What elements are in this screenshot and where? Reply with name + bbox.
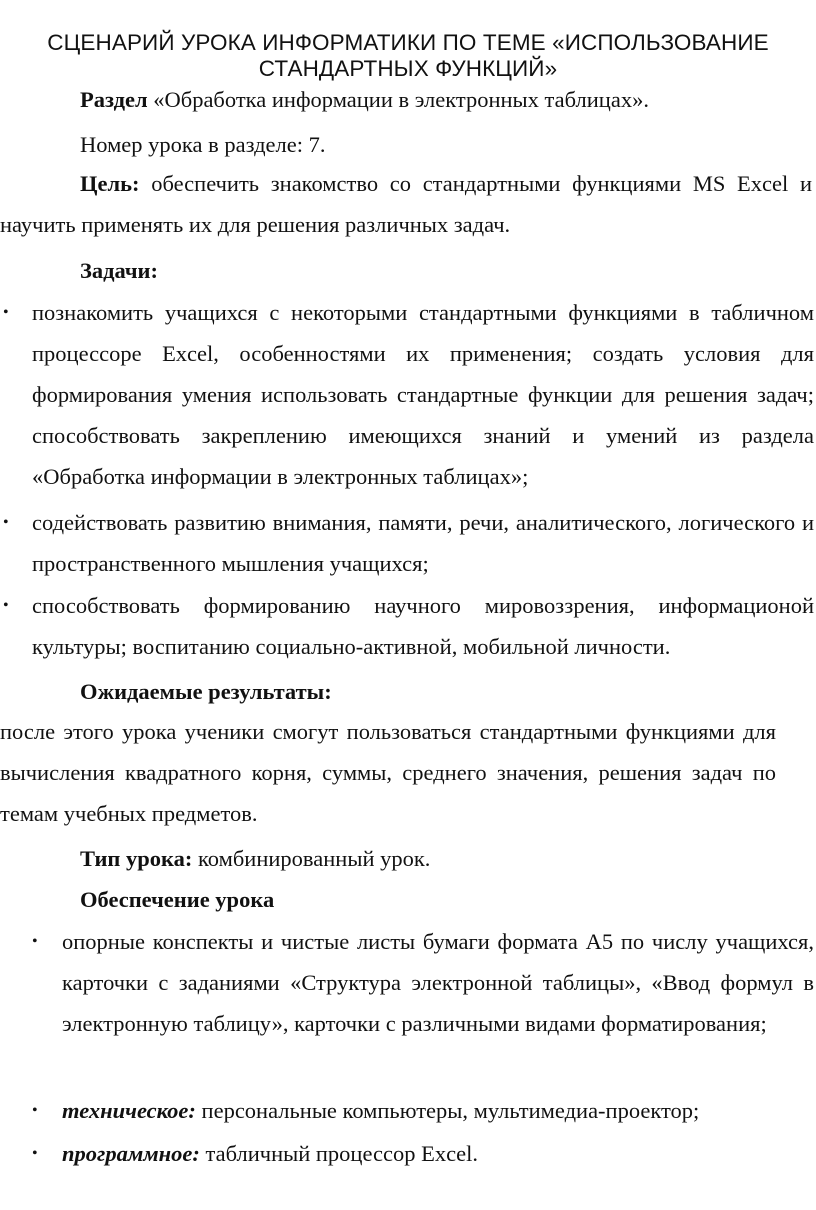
results-text: после этого урока ученики смогут пользоваться стандартными функциями для вычисления квадратного корня, суммы, среднего значения, решения задач по темам учебных предметов.	[0, 719, 776, 826]
lesson-type-value: комбинированный урок.	[192, 846, 431, 871]
provision-item-2-label: техническое:	[62, 1098, 196, 1123]
task-item-3: способствовать формированию научного мировоззрения, информационой культуры; воспитанию социально-активной, мобильной личности.	[32, 593, 814, 659]
lesson-type-paragraph	[80, 838, 800, 879]
document-title	[0, 30, 816, 82]
bullet-icon: •	[32, 1145, 38, 1162]
tasks-heading-text: Задачи:	[80, 258, 159, 283]
section-value: «Обработка информации в электронных таблицах».	[147, 87, 649, 112]
goal-label: Цель:	[80, 171, 140, 196]
provision-item-3	[62, 1133, 814, 1174]
provision-heading	[80, 879, 800, 920]
goal-paragraph	[0, 163, 812, 245]
bullet-icon: •	[3, 597, 9, 614]
bullet-icon: •	[32, 1102, 38, 1119]
provision-item-2-text: персональные компьютеры, мультимедиа-проектор;	[195, 1098, 700, 1123]
bullet-icon: •	[3, 514, 9, 531]
lesson-number: Номер урока в разделе: 7.	[80, 132, 326, 157]
section-paragraph	[80, 79, 800, 120]
provision-item-2	[62, 1090, 814, 1131]
provision-item-3-text: табличный процессор Excel.	[199, 1141, 478, 1166]
results-heading	[80, 671, 800, 712]
task-item-2: содействовать развитию внимания, памяти, речи, аналитического, логического и пространственного мышления учащихся;	[32, 510, 814, 576]
title-line-1: СЦЕНАРИЙ УРОКА ИНФОРМАТИКИ ПО ТЕМЕ «ИСПОЛЬЗОВАНИЕ	[47, 30, 769, 55]
bullet-icon: •	[32, 933, 38, 950]
goal-value: обеспечить знакомство со стандартными функциями MS Excel и научить применять их для решения различных задач.	[0, 171, 812, 237]
tasks-heading	[80, 250, 800, 291]
provision-heading-text: Обеспечение урока	[80, 887, 275, 912]
task-item-1: познакомить учащихся с некоторыми стандартными функциями в табличном процессоре Excel, особенностями их применения; создать условия для формирования умения использовать стандартные функции для решения задач; способствовать закреплению имеющихся знаний и умений из раздела «Обработка информации в электронных таблицах»;	[32, 300, 814, 489]
section-label: Раздел	[80, 87, 148, 112]
provision-item-3-label: программное:	[62, 1141, 200, 1166]
bullet-icon: •	[3, 304, 9, 321]
provision-item-1: опорные конспекты и чистые листы бумаги формата А5 по числу учащихся, карточки с заданиями «Структура электронной таблицы», «Ввод формул в электронную таблицу», карточки с различными видами форматирования;	[62, 929, 814, 1036]
results-heading-text: Ожидаемые результаты:	[80, 679, 332, 704]
title-line-2: СТАНДАРТНЫХ ФУНКЦИЙ»	[258, 56, 558, 81]
lesson-type-label: Тип урока:	[80, 846, 193, 871]
